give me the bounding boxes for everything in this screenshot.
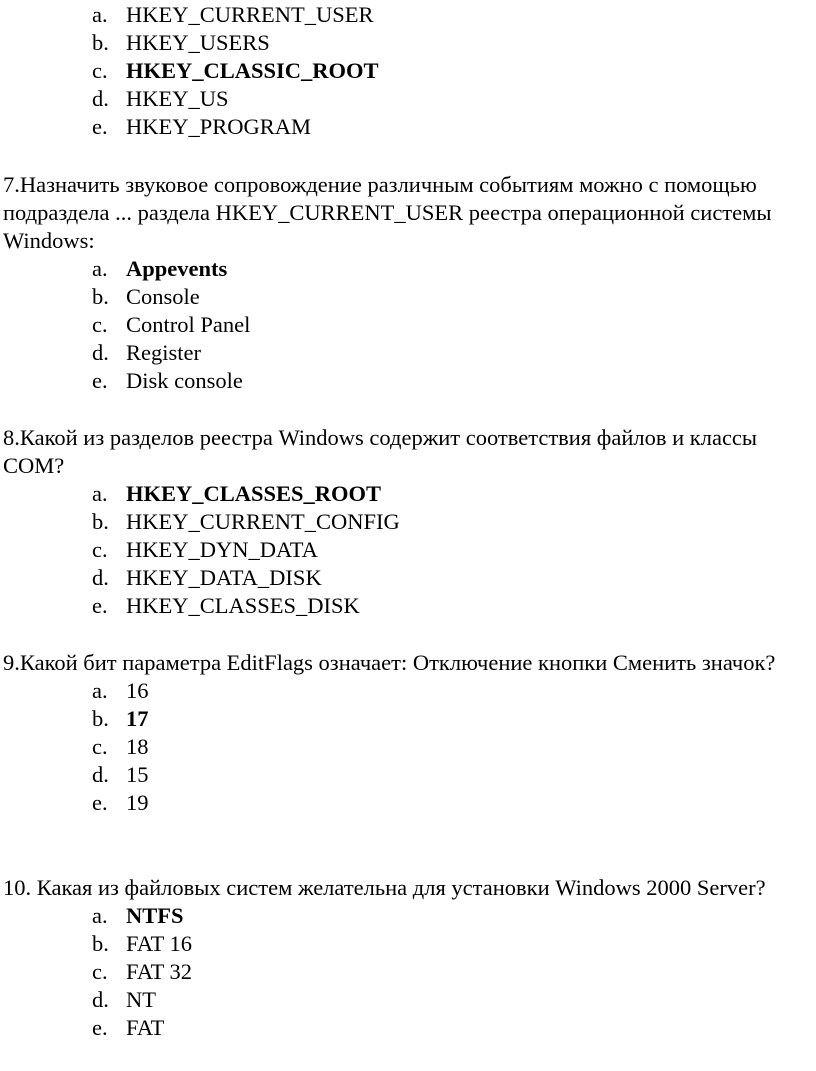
option-letter: c. xyxy=(92,959,108,984)
option-text: FAT 32 xyxy=(126,959,193,984)
option-text: HKEY_CURRENT_USER xyxy=(126,2,374,27)
question-9 xyxy=(0,649,816,817)
option-text: 18 xyxy=(126,734,149,759)
option-b-correct xyxy=(0,705,816,733)
option-c-correct xyxy=(0,57,816,85)
option-b xyxy=(0,930,816,958)
option-d xyxy=(0,986,816,1014)
option-letter: d. xyxy=(92,987,109,1012)
option-text: 19 xyxy=(126,790,149,815)
option-text: FAT xyxy=(126,1015,165,1040)
option-text: Console xyxy=(126,284,200,309)
options-list xyxy=(0,677,816,817)
option-e xyxy=(0,592,816,620)
question-text: 7.Назначить звуковое сопровождение различным событиям можно с помощью подраздела ... раздела HKEY_CURRENT_USER реестра операционной системы Windows: xyxy=(3,172,772,253)
option-b xyxy=(0,29,816,57)
option-text: Disk console xyxy=(126,368,243,393)
option-letter: a. xyxy=(92,903,108,928)
option-letter: c. xyxy=(92,734,108,759)
option-text: HKEY_CLASSES_DISK xyxy=(126,593,360,618)
option-letter: d. xyxy=(92,340,109,365)
question-text: 8.Какой из разделов реестра Windows содержит соответствия файлов и классы COM? xyxy=(3,425,758,478)
option-a-correct xyxy=(0,480,816,508)
option-text: HKEY_USERS xyxy=(126,30,270,55)
option-c xyxy=(0,536,816,564)
option-text: NT xyxy=(126,987,156,1012)
question-text: 9.Какой бит параметра EditFlags означает: Отключение кнопки Сменить значок? xyxy=(3,650,776,675)
option-b xyxy=(0,508,816,536)
option-text: 16 xyxy=(126,678,149,703)
option-letter: c. xyxy=(92,537,108,562)
question-8 xyxy=(0,424,816,620)
option-a xyxy=(0,1,816,29)
option-text: 17 xyxy=(126,706,149,731)
option-text: Register xyxy=(126,340,201,365)
option-d xyxy=(0,564,816,592)
option-d xyxy=(0,85,816,113)
option-a xyxy=(0,677,816,705)
question-10 xyxy=(0,874,816,1042)
option-text: Appevents xyxy=(126,256,228,281)
option-c xyxy=(0,311,816,339)
option-letter: c. xyxy=(92,312,108,337)
option-c xyxy=(0,958,816,986)
option-letter: a. xyxy=(92,2,108,27)
options-list xyxy=(0,902,816,1042)
option-text: HKEY_DYN_DATA xyxy=(126,537,318,562)
option-text: HKEY_CURRENT_CONFIG xyxy=(126,509,400,534)
option-text: 15 xyxy=(126,762,149,787)
option-e xyxy=(0,789,816,817)
option-letter: b. xyxy=(92,931,109,956)
question-7 xyxy=(0,171,816,395)
option-letter: a. xyxy=(92,256,108,281)
option-d xyxy=(0,761,816,789)
option-letter: b. xyxy=(92,706,109,731)
question-6 xyxy=(0,1,816,141)
option-a-correct xyxy=(0,902,816,930)
options-list xyxy=(0,255,816,395)
option-letter: d. xyxy=(92,565,109,590)
option-e xyxy=(0,367,816,395)
options-list xyxy=(0,1,816,141)
option-b xyxy=(0,283,816,311)
option-letter: b. xyxy=(92,284,109,309)
question-text: 10. Какая из файловых систем желательна для установки Windows 2000 Server? xyxy=(3,875,766,900)
option-letter: e. xyxy=(92,114,108,139)
option-c xyxy=(0,733,816,761)
option-text: HKEY_PROGRAM xyxy=(126,114,312,139)
option-letter: e. xyxy=(92,1015,108,1040)
option-text: HKEY_DATA_DISK xyxy=(126,565,322,590)
option-letter: b. xyxy=(92,509,109,534)
option-letter: c. xyxy=(92,58,108,83)
option-letter: d. xyxy=(92,86,109,111)
option-text: Control Panel xyxy=(126,312,251,337)
option-letter: a. xyxy=(92,678,108,703)
option-text: HKEY_CLASSES_ROOT xyxy=(126,481,382,506)
option-d xyxy=(0,339,816,367)
option-e xyxy=(0,113,816,141)
option-text: NTFS xyxy=(126,903,184,928)
option-a-correct xyxy=(0,255,816,283)
option-letter: e. xyxy=(92,593,108,618)
option-text: HKEY_CLASSIC_ROOT xyxy=(126,58,379,83)
option-letter: b. xyxy=(92,30,109,55)
option-letter: a. xyxy=(92,481,108,506)
option-text: HKEY_US xyxy=(126,86,229,111)
option-text: FAT 16 xyxy=(126,931,193,956)
option-letter: d. xyxy=(92,762,109,787)
option-e xyxy=(0,1014,816,1042)
option-letter: e. xyxy=(92,790,108,815)
options-list xyxy=(0,480,816,620)
option-letter: e. xyxy=(92,368,108,393)
